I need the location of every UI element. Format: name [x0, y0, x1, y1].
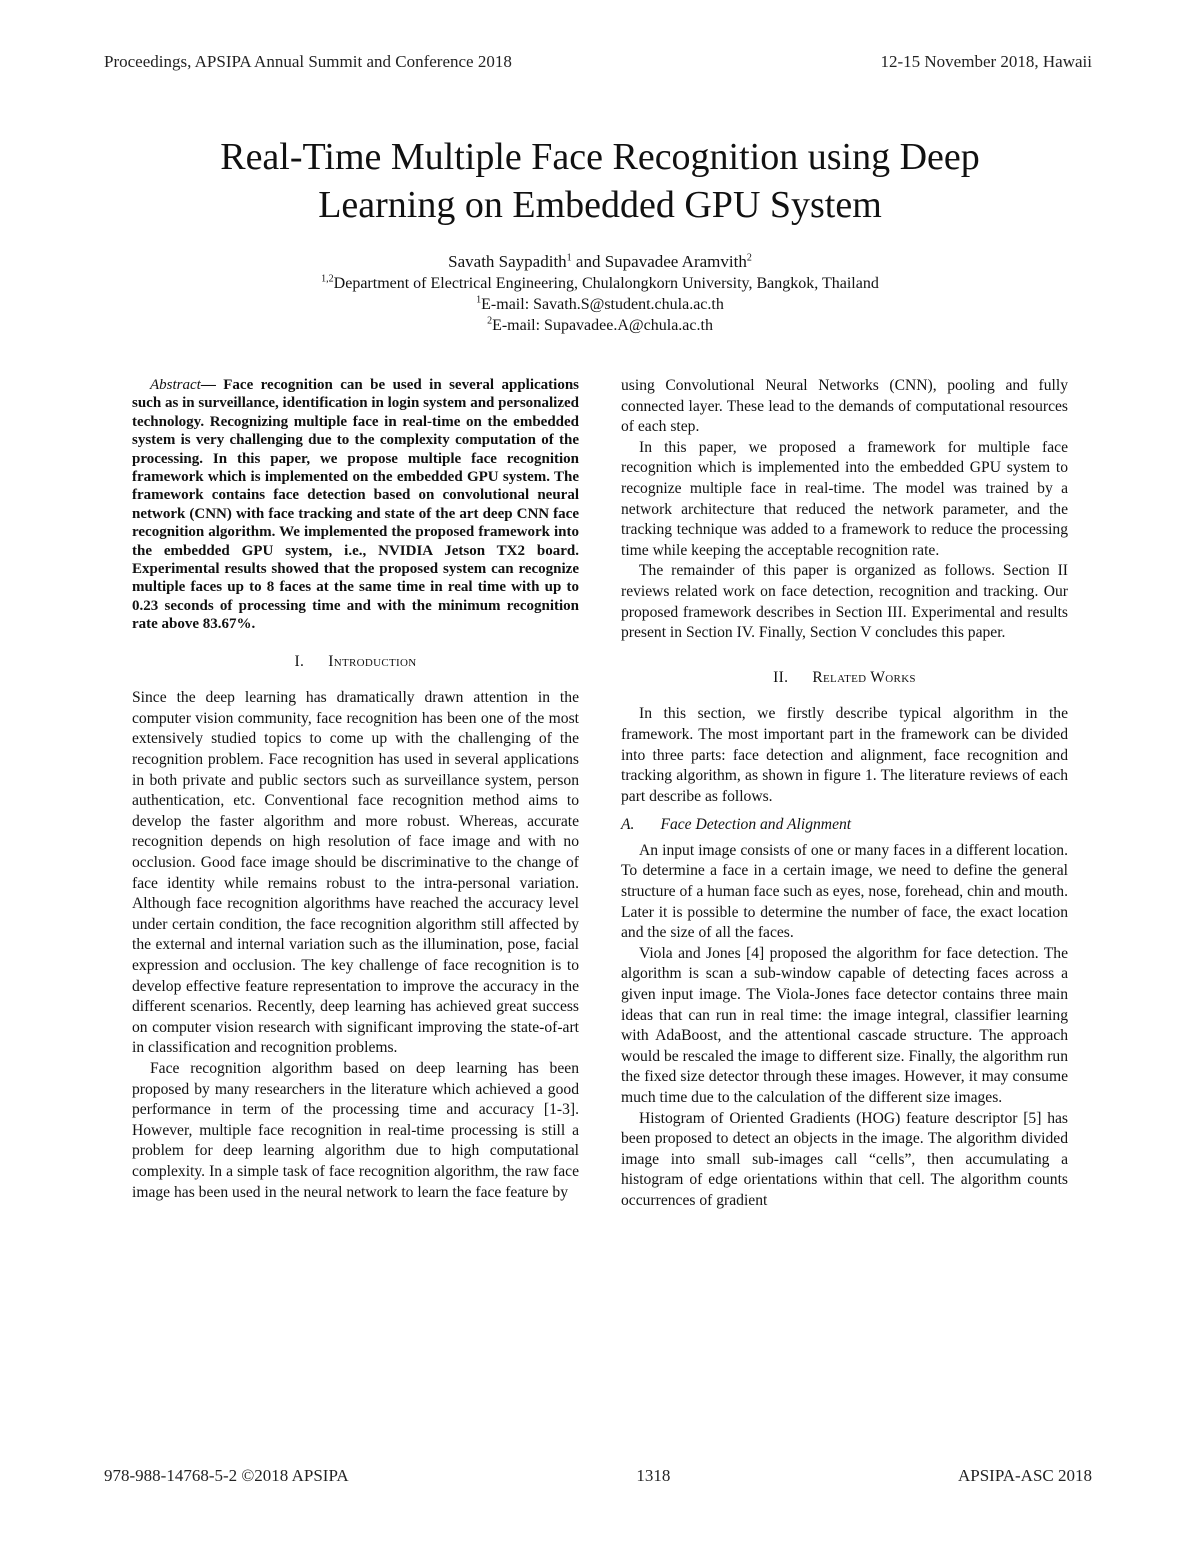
author-1: Savath Saypadith	[448, 252, 567, 271]
abstract-text: Face recognition can be used in several applications such as in surveillance, identification in login system and personalized technology. Recognizing multiple face in real-time on the embedded system is very challenging due to the complexity computation of the processing. In this paper, we propose multiple face recognition framework which is implemented on the embedded GPU system. The framework contains face detection based on convolutional neural network (CNN) with face tracking and state of the art deep CNN face recognition algorithm. We implemented the proposed framework into the embedded GPU system, i.e., NVIDIA Jetson TX2 board. Experimental results showed that the proposed system can recognize multiple faces up to 8 faces at the same time in real time with up to 0.23 seconds of processing time and with the minimum recognition rate above 83.67%.	[132, 377, 580, 633]
paper-title	[150, 133, 1050, 229]
abstract	[132, 376, 579, 634]
paragraph: using Convolutional Neural Networks (CNN), pooling and fully connected layer. These lead to the demands of computational resources of each step.	[621, 377, 1068, 436]
footer-conference: APSIPA-ASC 2018	[957, 1466, 1092, 1485]
author-2: Supavadee Aramvith	[604, 252, 747, 271]
subsection-heading-face-detection	[621, 815, 1068, 836]
email-2-text: E-mail: Supavadee.A@chula.ac.th	[492, 317, 713, 334]
paragraph: Face recognition algorithm based on deep learning has been proposed by many researchers in the literature which achieved a good performance in term of the processing time and accuracy [1-3]. However, multiple face recognition in real-time processing is still a problem for deep learning algorithm due to high computational complexity. In a simple task of face recognition algorithm, the raw face image has been used in the neural network to learn the face feature by	[132, 1059, 579, 1201]
abstract-label: Abstract	[150, 377, 201, 393]
paragraph: The remainder of this paper is organized as follows. Section II reviews related work on face detection, recognition and tracking. Our proposed framework describes in Section III. Experimental and results present in Section IV. Finally, Section V concludes this paper.	[621, 562, 1068, 642]
right-column	[621, 376, 1068, 1212]
affiliation	[0, 273, 1200, 294]
page-number: 1318	[636, 1466, 671, 1485]
paragraph: Histogram of Oriented Gradients (HOG) feature descriptor [5] has been proposed to detect an objects in the image. The algorithm divided image into small sub-images call “cells”, then accumulating a histogram of edge orientations within that cell. The algorithm counts occurrences of gradient	[621, 1109, 1068, 1209]
running-header	[104, 52, 1092, 72]
title-line-1: Real-Time Multiple Face Recognition using Deep	[220, 136, 980, 178]
affiliation-text: Department of Electrical Engineering, Chulalongkorn University, Bangkok, Thailand	[333, 275, 879, 292]
email-2	[0, 315, 1200, 336]
running-footer	[104, 1466, 1092, 1486]
paragraph: Viola and Jones [4] proposed the algorithm for face detection. The algorithm is scan a sub-window capable of detecting faces across a given input image. The Viola-Jones face detector contains three main ideas that can run in real time: the image integral, classifier learning with AdaBoost, and the attentional cascade structure. The approach would be rescaled the image to different size. Finally, the algorithm run the fixed size detector through these images. However, it may consume much time due to the calculation of the different size images.	[621, 944, 1068, 1106]
author-2-sup: 2	[746, 252, 752, 264]
affiliation-sup: 1,2	[321, 273, 334, 285]
subsection-title: Face Detection and Alignment	[660, 816, 852, 834]
section-heading-related-works	[621, 668, 1068, 689]
author-names	[0, 251, 1200, 273]
email-1	[0, 294, 1200, 315]
section-title: Related Works	[812, 668, 916, 686]
section-number: II.	[773, 668, 789, 686]
email-1-text: E-mail: Savath.S@student.chula.ac.th	[481, 296, 724, 313]
header-conference: Proceedings, APSIPA Annual Summit and Conference 2018	[104, 52, 512, 71]
paragraph: An input image consists of one or many faces in a different location. To determine a face in a certain image, we need to define the general structure of a human face such as eyes, nose, forehead, chin and mouth. Later it is possible to determine the number of face, the exact location and the size of all the faces.	[621, 841, 1068, 942]
email-1-sup: 1	[476, 294, 482, 306]
subsection-number: A.	[621, 816, 635, 834]
paragraph: In this section, we firstly describe typical algorithm in the framework. The most important part in the framework can be divided into three parts: face detection and alignment, face recognition and tracking algorithm, as shown in figure 1. The literature reviews of each part describe as follows.	[621, 705, 1068, 805]
abstract-dash: —	[200, 377, 224, 393]
author-block	[0, 251, 1200, 336]
title-line-2: Learning on Embedded GPU System	[318, 184, 882, 226]
author-conjunction: and	[571, 252, 605, 271]
left-column	[132, 376, 579, 1203]
paragraph: Since the deep learning has dramatically drawn attention in the computer vision community, face recognition has been one of the most extensively studied topics to come up with the challenging of the recognition problem. Face recognition has used in several applications in both private and public sectors such as surveillance system, person authentication, etc. Conventional face recognition method aims to develop the faster algorithm and more robust. Whereas, accurate recognition depends on high resolution of face image and with no occlusion. Good face image should be discriminative to the change of face identity while remains robust to the intra-personal variation. Although face recognition algorithms have reached the accuracy level under certain condition, the face recognition algorithm still affected by the external and internal variation such as the illumination, pose, facial expression and occlusion. The key challenge of face recognition is to develop effective feature representation to improve the accuracy in the different scenarios. Recently, deep learning has achieved great success on computer vision research with significant improving the state-of-art in classification and recognition problems.	[132, 689, 579, 1057]
email-2-sup: 2	[487, 315, 493, 327]
footer-isbn: 978-988-14768-5-2 ©2018 APSIPA	[104, 1466, 349, 1485]
header-date-location: 12-15 November 2018, Hawaii	[880, 52, 1092, 71]
section-number: I.	[294, 652, 305, 670]
section-title: Introduction	[328, 652, 417, 670]
author-1-sup: 1	[566, 252, 572, 264]
section-heading-introduction	[132, 652, 579, 673]
paragraph: In this paper, we proposed a framework for multiple face recognition which is implemented into the embedded GPU system to recognize multiple face in real-time. The model was trained by a network architecture that reduced the network parameter, and the tracking technique was added to a framework to reduce the processing time while keeping the acceptable recognition rate.	[621, 438, 1068, 559]
